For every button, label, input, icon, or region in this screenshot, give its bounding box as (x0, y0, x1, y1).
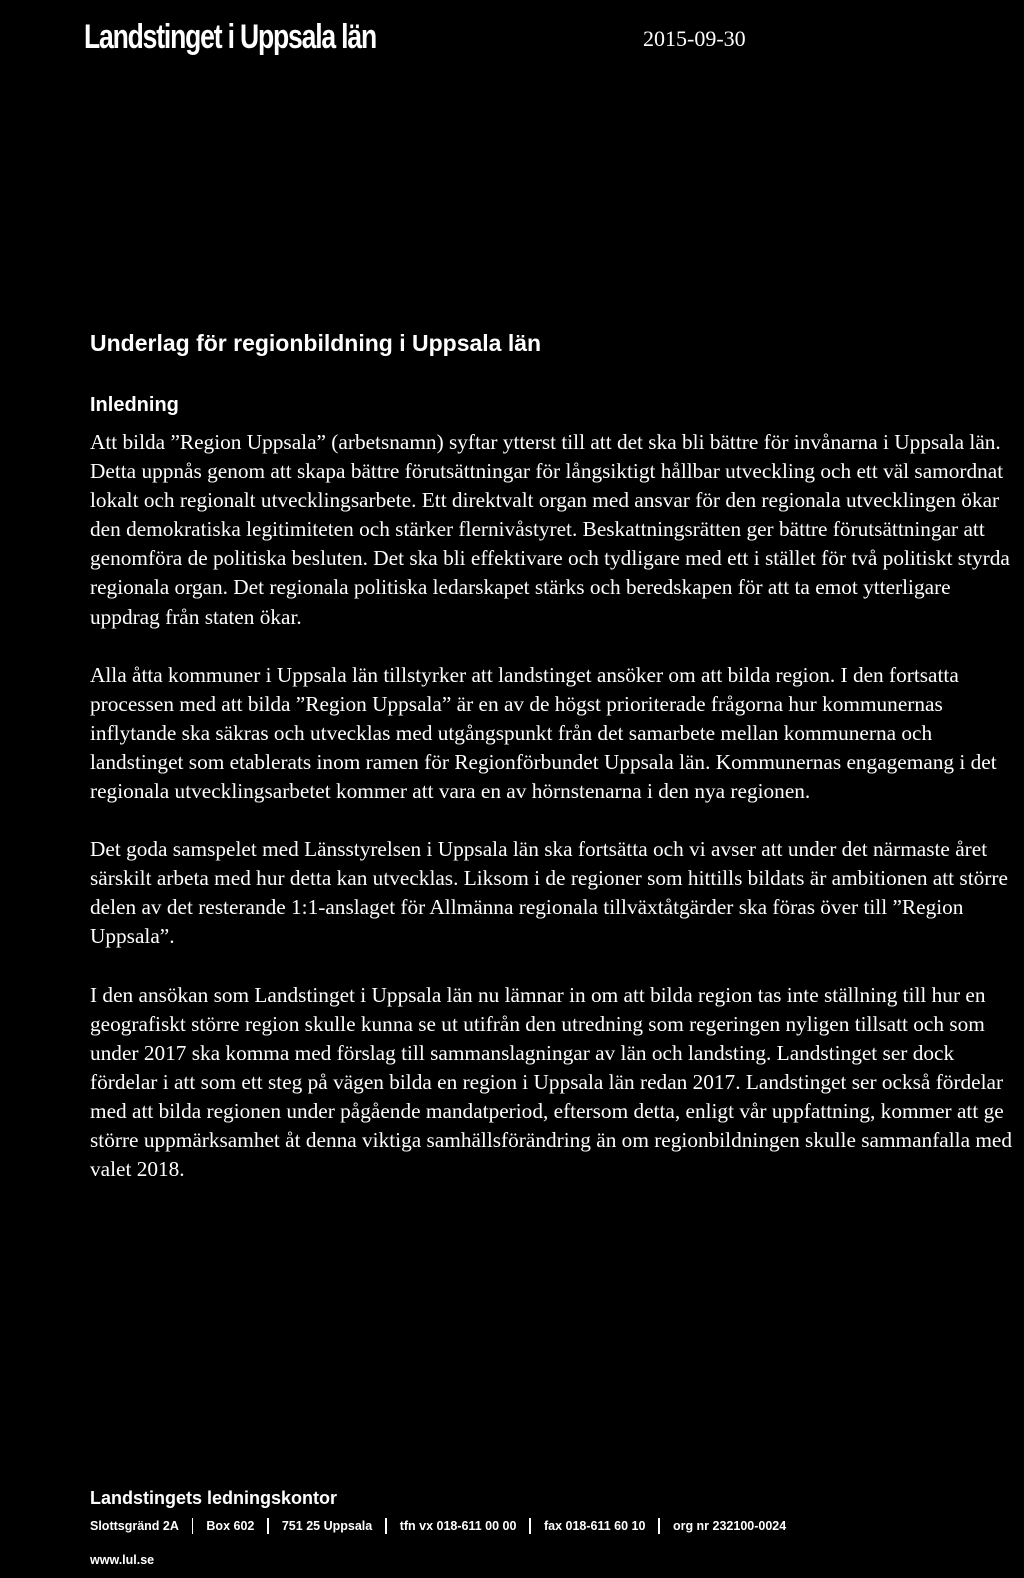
separator (529, 1518, 531, 1534)
separator (658, 1518, 660, 1534)
footer-box: Box 602 (206, 1519, 255, 1533)
footer-contact-line (90, 1518, 786, 1534)
separator (267, 1518, 269, 1534)
footer-office-name: Landstingets ledningskontor (90, 1488, 338, 1508)
paragraph-4: I den ansökan som Landstinget i Uppsala län nu lämnar in om att bilda region tas inte ställning till hur en geografiskt större region skulle kunna se ut utifrån den utredning som regeringen nyligen tillsatt och som under 2017 ska komma med förslag till sammanslagningar av län och landsting. Landstinget ser dock fördelar i att som ett steg på vägen bilda en region i Uppsala län redan 2017. Landstinget ser också fördelar med att bilda regionen under pågående mandatperiod, eftersom detta, enligt vår uppfattning, kommer att ge större uppmärksamhet åt denna viktiga samhällsförändring än om regionbildningen skulle sammanfalla med valet 2018. (90, 982, 1013, 1182)
footer-website: www.lul.se (90, 1553, 155, 1567)
separator (192, 1518, 194, 1534)
footer-org-nr: org nr 232100-0024 (672, 1519, 787, 1533)
paragraph-1: Att bilda ”Region Uppsala” (arbetsnamn) syftar ytterst till att det ska bli bättre för invånarna i Uppsala län. Detta uppnås genom att skapa bättre förutsättningar för långsiktigt hållbar utveckling och ett väl samordnat lokalt och regionalt utvecklingsarbete. Ett direktvalt organ med ansvar för den regionala utvecklingen ökar den demokratiska legitimiteten och stärker flernivåstyret. Beskattningsrätten ger bättre förutsättningar att genomföra de politiska besluten. Det ska bli effektivare och tydligare med ett i stället för två politiskt styrda regionala organ. Det regionala politiska ledarskapet stärks och beredskapen för att ta emot ytterligare uppdrag från staten ökar. (90, 430, 1010, 629)
paragraph-2: Alla åtta kommuner i Uppsala län tillstyrker att landstinget ansöker om att bilda region. I den fortsatta processen med att bilda ”Region Uppsala” är en av de högst prioriterade frågorna hur kommunernas inflytande ska säkras och utvecklas med utgångspunkt från det samarbete mellan kommunerna och landstinget som etablerats inom ramen för Regionförbundet Uppsala län. Kommunernas engagemang i det regionala utvecklingsarbetet kommer att vara en av hörnstenarna i den nya regionen. (90, 662, 997, 804)
document-title: Underlag för regionbildning i Uppsala län (90, 330, 542, 356)
footer (90, 1488, 786, 1534)
organization-name: Landstinget i Uppsala län (84, 18, 376, 56)
body-text (90, 428, 1024, 1213)
footer-phone: tfn vx 018-611 00 00 (399, 1519, 517, 1533)
footer-fax: fax 018-611 60 10 (543, 1519, 646, 1533)
section-heading-inledning: Inledning (90, 394, 179, 416)
document-date: 2015-09-30 (643, 26, 746, 51)
paragraph-3: Det goda samspelet med Länsstyrelsen i Uppsala län ska fortsätta och vi avser att under det närmaste året särskilt arbeta med hur detta kan utvecklas. Liksom i de regioner som hittills bildats är ambitionen att större delen av det resterande 1:1-anslaget för Allmänna regionala tillväxtåtgärder ska föras över till ”Region Uppsala”. (90, 837, 1008, 949)
footer-address: Slottsgränd 2A (90, 1519, 179, 1533)
footer-postal: 751 25 Uppsala (281, 1519, 373, 1533)
separator (385, 1518, 387, 1534)
